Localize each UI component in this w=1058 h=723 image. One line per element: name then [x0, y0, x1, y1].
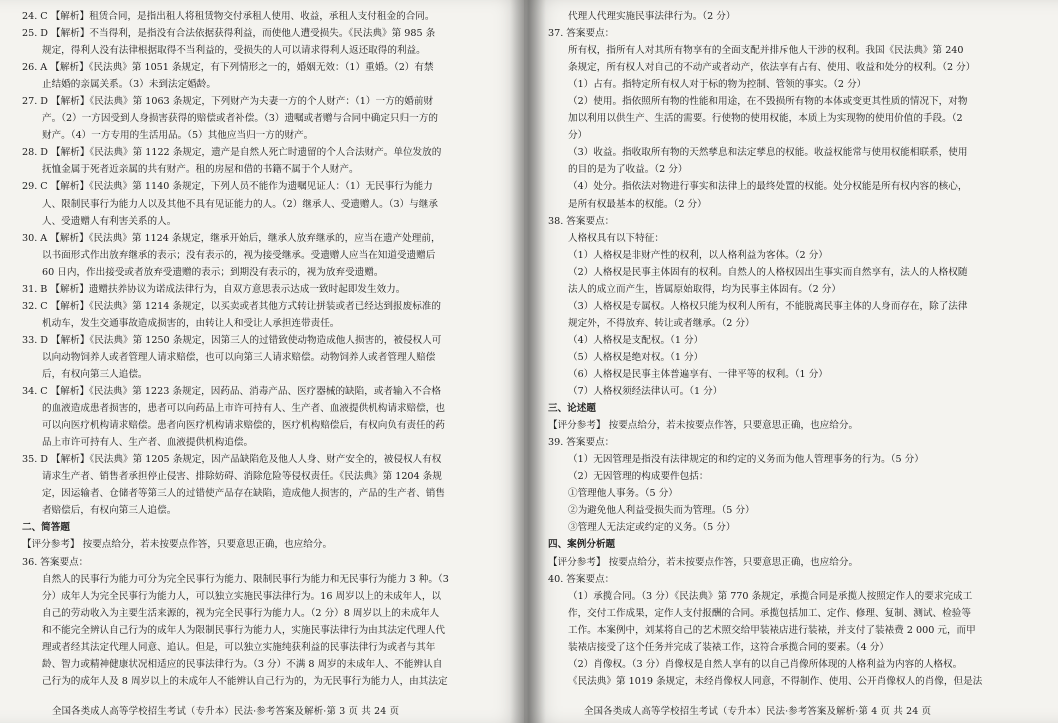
text-line: （4）人格权是支配权。（1 分）: [568, 334, 704, 346]
text-line: 30. A 【解析】《民法典》第 1124 条规定，继承开始后，继承人放弃继承的，应当在遗产处理前，: [22, 232, 441, 244]
text-line: 37. 答案要点：: [548, 28, 615, 40]
text-line: 规定外，不得放弃、转让或者继承。（2 分）: [568, 317, 755, 329]
text-line: 人、限制民事行为能力人以及其他不具有见证能力的人。（2）继承人、受遗赠人。（3）与继承: [42, 198, 438, 210]
text-line: 机动车，发生交通事故造成损害的，由转让人和受让人承担连带责任。: [42, 317, 340, 329]
text-line: 40. 答案要点：: [548, 573, 615, 585]
text-line: 装裱店接受了这个任务并完成了装裱工作，这符合承揽合同的要素。（4 分）: [568, 641, 889, 653]
text-line: 29. C 【解析】《民法典》第 1140 条规定，下列人员不能作为遗嘱见证人：（1）无民事行为能力: [22, 181, 433, 193]
text-line: 32. C 【解析】《民法典》第 1214 条规定，以买卖或者其他方式转让拼装或者已经达到报废标准的: [22, 300, 441, 312]
text-line: 自己的劳动收入为主要生活来源的，视为完全民事行为能力人。（2 分）8 周岁以上的未成年人: [42, 607, 440, 619]
text-line: ①管理他人事务。（5 分）: [568, 488, 678, 500]
right-page-footer: 全国各类成人高等学校招生考试（专升本）民法·参考答案及解析·第 4 页 共 24 页: [584, 706, 932, 717]
text-line: 38. 答案要点：: [548, 215, 615, 227]
text-line: （4）处分。指依法对物进行事实和法律上的最终处置的权能。处分权能是所有权内容的核心，: [568, 181, 968, 193]
text-line: 作，交付工作成果，定作人支付报酬的合同。承揽包括加工、定作、修理、复制、测试、检验等: [568, 607, 971, 619]
text-line: 定，因运输者、仓储者等第三人的过错使产品存在缺陷，造成他人损害的，产品的生产者、销售: [42, 488, 445, 500]
text-line: 35. D 【解析】《民法典》第 1205 条规定，因产品缺陷危及他人人身、财产安全的，被侵权人有权: [22, 454, 442, 466]
text-line: 《民法典》第 1019 条规定，未经肖像权人同意，不得制作、使用、公开肖像权人的肖像，但是法: [568, 675, 983, 687]
text-line: 28. D 【解析】《民法典》第 1122 条规定，遗产是自然人死亡时遗留的个人合法财产。单位发放的: [22, 147, 442, 159]
text-line: 27. D 【解析】《民法典》第 1063 条规定，下列财产为夫妻一方的个人财产：（1）一方的婚前财: [22, 96, 434, 108]
text-line: （2）人格权是民事主体固有的权利。自然人的人格权因出生事实而自然享有，法人的人格权随: [568, 266, 968, 278]
text-line: （2）使用。指依照所有物的性能和用途，在不毁损所有物的本体或变更其性质的情况下，对物: [568, 96, 968, 108]
text-line: 【评分参考】 按要点给分，若未按要点作答，只要意思正确，也应给分。: [22, 539, 333, 551]
text-line: （7）人格权须经法律认可。（1 分）: [568, 386, 723, 398]
text-line: 财产。（4）一方专用的生活用品。（5）其他应当归一方的财产。: [42, 130, 314, 142]
text-line: ②为避免他人利益受损失而为管理。（5 分）: [568, 505, 755, 517]
section-heading: 四、案例分析题: [548, 539, 616, 551]
left-page: [0, 0, 524, 723]
text-line: （1）无因管理是指没有法律规定的和约定的义务而为他人管理事务的行为。（5 分）: [568, 454, 924, 466]
text-line: 分）成年人为完全民事行为能力人，可以独立实施民事法律行为。16 周岁以上的未成年人，以: [42, 590, 442, 602]
text-line: 工作。本案例中，刘某将自己的艺术照交给甲装裱店进行装裱，并支付了装裱费 2 000 元，而甲: [568, 624, 976, 636]
text-line: 法人的成立而产生，皆属原始取得，均为民事主体固有。（2 分）: [568, 283, 841, 295]
left-page-body: [22, 8, 494, 690]
text-line: 加以利用以供生产、生活的需要。行使物的使用权能，本质上为实现物的使用价值的手段。（2: [568, 113, 963, 125]
text-line: 产。（2）一方因受到人身损害获得的赔偿或者补偿。（3）遗嘱或者赠与合同中确定只归一方的: [42, 113, 438, 125]
text-line: 25. D 【解析】不当得利，是指没有合法依据获得利益，而使他人遭受损失。《民法典》第 985 条: [22, 28, 436, 40]
text-line: 条规定，所有权人对自己的不动产或者动产，依法享有占有、使用、收益和处分的权利。（2 分）: [568, 62, 976, 74]
text-line: 请求生产者、销售者承担停止侵害、排除妨碍、消除危险等侵权责任。《民法典》第 1204 条规: [42, 471, 442, 483]
right-page: [524, 0, 1058, 723]
text-line: （3）人格权是专属权。人格权只能为权利人所有，不能脱离民事主体的人身而存在，除了法律: [568, 300, 968, 312]
text-line: 规定，得利人没有法律根据取得不当利益的，受损失的人可以请求得利人返还取得的利益。: [42, 45, 426, 57]
text-line: （3）收益。指收取所有物的天然孳息和法定孳息的权能。收益权能常与使用权能相联系，使用: [568, 147, 968, 159]
text-line: （1）占有。指特定所有权人对于标的物为控制、管领的事实。（2 分）: [568, 79, 867, 91]
text-line: （2）无因管理的构成要件包括：: [568, 471, 709, 483]
text-line: 是所有权最基本的权能。（2 分）: [568, 198, 707, 210]
text-line: 33. D 【解析】《民法典》第 1250 条规定，因第三人的过错致使动物造成他人损害的，被侵权人可: [22, 334, 442, 346]
text-line: 自然人的民事行为能力可分为完全民事行为能力、限制民事行为能力和无民事行为能力 3 种。（3: [42, 573, 449, 585]
left-page-footer: 全国各类成人高等学校招生考试（专升本）民法·参考答案及解析·第 3 页 共 24 页: [52, 706, 400, 717]
section-heading: 三、论述题: [548, 403, 596, 415]
text-line: （1）人格权是非财产性的权利，以人格利益为客体。（2 分）: [568, 249, 828, 261]
text-line: 36. 答案要点：: [22, 556, 89, 568]
text-line: 34. C 【解析】《民法典》第 1223 条规定，因药品、消毒产品、医疗器械的缺陷，或者输入不合格: [22, 386, 441, 398]
text-line: 的目的是为了收益。（2 分）: [568, 164, 688, 176]
text-line: 龄、智力或精神健康状况相适应的民事法律行为。（3 分）不满 8 周岁的未成年人、不能辨认自: [42, 658, 443, 670]
text-line: 代理人代理实施民事法律行为。（2 分）: [568, 11, 736, 22]
text-line: 者赔偿后，有权向第三人追偿。: [42, 505, 177, 517]
text-line: 可以向医疗机构请求赔偿。患者向医疗机构请求赔偿的，医疗机构赔偿后，有权向负有责任的药: [42, 420, 445, 432]
text-line: 止结婚的亲属关系。（3）未到法定婚龄。: [42, 79, 216, 91]
text-line: 以向动物饲养人或者管理人请求赔偿，也可以向第三人请求赔偿。动物饲养人或者管理人赔偿: [42, 351, 436, 363]
text-line: 后，有权向第三人追偿。: [42, 368, 148, 380]
text-line: 26. A 【解析】《民法典》第 1051 条规定，有下列情形之一的，婚姻无效：（1）重婚。（2）有禁: [22, 62, 434, 74]
text-line: 分）: [568, 130, 588, 142]
text-line: 抚恤金属于死者近亲属的共有财产。租的房屋和借的书籍不属于个人财产。: [42, 164, 359, 176]
text-line: 品上市许可持有人、生产者、血液提供机构追偿。: [42, 437, 254, 449]
text-line: （5）人格权是绝对权。（1 分）: [568, 351, 704, 363]
text-line: （1）承揽合同。（3 分）《民法典》第 770 条规定，承揽合同是承揽人按照定作人的要求完成工: [568, 590, 973, 602]
right-page-body: [548, 8, 1030, 690]
text-line: 理或者经其法定代理人同意、追认。但是，可以独立实施纯获利益的民事法律行为或者与其年: [42, 641, 436, 653]
text-line: 31. B 【解析】遗赠扶养协议为诺成法律行为，自双方意思表示达成一致时起即发生效力。: [22, 283, 406, 295]
text-line: 24. C 【解析】租赁合同，是指出租人将租赁物交付承租人使用、收益，承租人支付租金的合同。: [22, 11, 435, 22]
text-line: 60 日内，作出接受或者放弃受遗赠的表示；到期没有表示的，视为放弃受遗赠。: [42, 266, 384, 278]
text-line: 【评分参考】 按要点给分，若未按要点作答，只要意思正确，也应给分。: [548, 420, 859, 432]
text-line: ③管理人无法定或约定的义务。（5 分）: [568, 522, 736, 534]
text-line: 己行为的成年人及 8 周岁以上的未成年人不能辨认自己行为的，为无民事行为能力人，由其法定: [42, 675, 448, 687]
text-line: 的血液造成患者损害的，患者可以向药品上市许可持有人、生产者、血液提供机构请求赔偿，也: [42, 403, 445, 415]
text-line: 人、受遗赠人有利害关系的人。: [42, 215, 177, 227]
text-line: 所有权，指所有人对其所有物享有的全面支配并排斥他人干涉的权利。我国《民法典》第 240: [568, 45, 964, 57]
text-line: （6）人格权是民事主体普遍享有、一律平等的权利。（1 分）: [568, 368, 828, 380]
section-heading: 二、简答题: [22, 522, 70, 534]
text-line: 【评分参考】 按要点给分，若未按要点作答，只要意思正确，也应给分。: [548, 556, 859, 568]
text-line: （2）肖像权。（3 分）肖像权是自然人享有的以自己肖像所体现的人格利益为内容的人格权。: [568, 658, 963, 670]
text-line: 和不能完全辨认自己行为的成年人为限制民事行为能力人，实施民事法律行为由其法定代理人代: [42, 624, 445, 636]
text-line: 39. 答案要点：: [548, 437, 615, 449]
text-line: 以书面形式作出放弃继承的表示；没有表示的，视为接受继承。受遗赠人应当在知道受遗赠后: [42, 249, 436, 261]
text-line: 人格权具有以下特征：: [568, 232, 664, 244]
